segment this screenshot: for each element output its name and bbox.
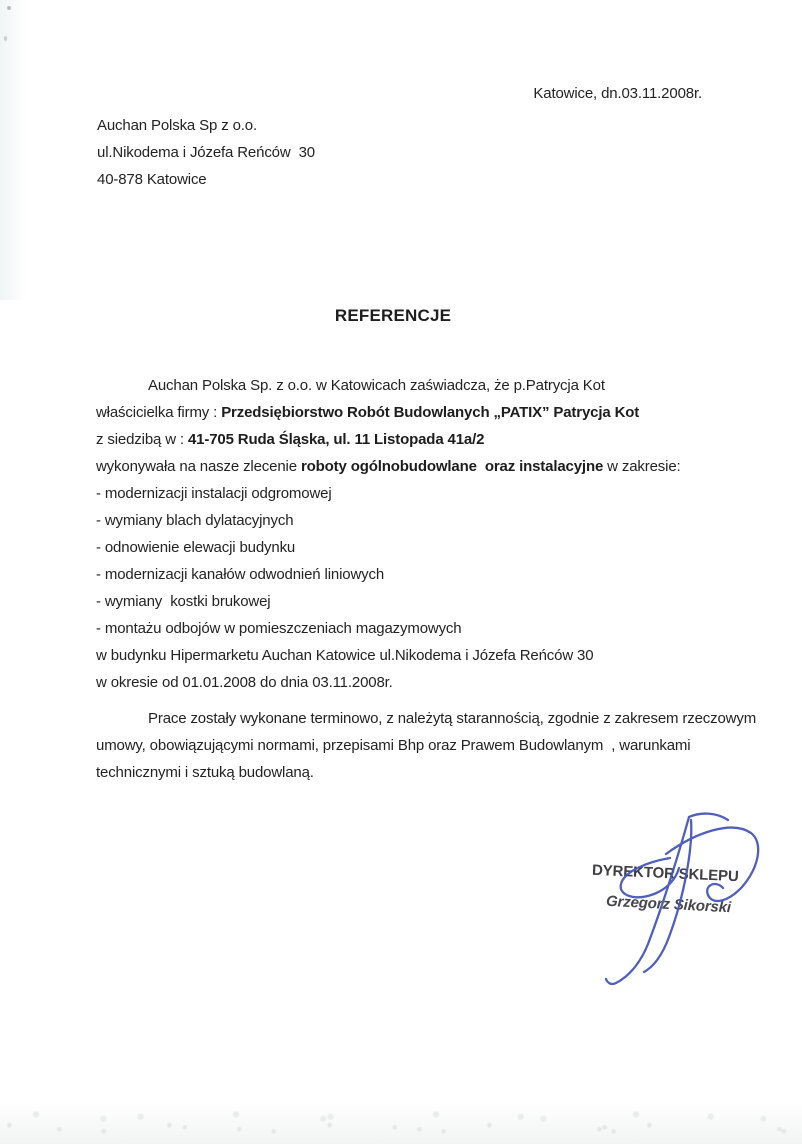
text-line	[96, 705, 776, 732]
text-segment: technicznymi i sztuką budowlaną.	[96, 764, 314, 781]
text-line: ul.Nikodema i Józefa Reńców 30	[97, 144, 315, 161]
handwritten-signature	[570, 790, 790, 1020]
text-line	[96, 669, 756, 696]
text-segment: - wymiany kostki brukowej	[96, 593, 271, 610]
text-segment: - odnowienie elewacji budynku	[96, 539, 296, 556]
scan-smudge	[0, 0, 26, 300]
text-line	[96, 507, 756, 534]
text-line	[96, 615, 756, 642]
text-line	[96, 588, 756, 615]
text-segment: - modernizacji instalacji odgromowej	[96, 485, 332, 502]
text-segment: w zakresie:	[603, 458, 681, 475]
text-line	[96, 480, 756, 507]
stamp-role-text: DYREKTOR SKLEPU	[591, 861, 739, 886]
text-line	[96, 642, 756, 669]
signature-block	[570, 790, 790, 1020]
stamp-name-text: Grzegorz Sikorski	[605, 892, 732, 917]
text-segment: w okresie od 01.01.2008 do dnia 03.11.2008r.	[96, 674, 393, 691]
bold-text-segment: 41-705 Ruda Śląska, ul. 11 Listopada 41a/2	[187, 431, 485, 448]
bold-text-segment: roboty ogólnobudowlane oraz instalacyjne	[300, 458, 604, 475]
document-title: REFERENCJE	[334, 306, 452, 325]
text-line	[96, 759, 776, 786]
scan-edge-noise	[0, 1102, 802, 1144]
text-segment: - montażu odbojów w pomieszczeniach magazymowych	[96, 620, 462, 637]
text-line	[96, 372, 756, 399]
text-segment: w budynku Hipermarketu Auchan Katowice ul.Nikodema i Józefa Reńców 30	[96, 647, 594, 664]
text-line	[96, 561, 756, 588]
recipient-address-block	[97, 112, 315, 193]
text-segment: Prace zostały wykonane terminowo, z należytą starannością, zgodnie z zakresem rzeczowym	[148, 710, 757, 727]
bold-text-segment: Przedsiębiorstwo Robót Budowlanych „PATIX” Patrycja Kot	[221, 404, 640, 421]
text-line	[96, 426, 756, 453]
text-line: Auchan Polska Sp z o.o.	[97, 117, 257, 134]
text-segment: właścicielka firmy :	[96, 404, 222, 421]
text-line	[96, 534, 756, 561]
text-line	[96, 399, 756, 426]
text-line	[96, 453, 756, 480]
body-paragraph	[96, 372, 756, 696]
text-segment: - wymiany blach dylatacyjnych	[96, 512, 294, 529]
signature-ink	[606, 814, 758, 984]
text-segment: umowy, obowiązującymi normami, przepisami Bhp oraz Prawem Budowlanym , warunkami	[96, 737, 691, 754]
text-segment: Auchan Polska Sp. z o.o. w Katowicach zaświadcza, że p.Patrycja Kot	[148, 377, 605, 394]
text-segment: - modernizacji kanałów odwodnień liniowych	[96, 566, 385, 583]
text-line	[96, 732, 776, 759]
text-segment: z siedzibą w :	[96, 431, 188, 448]
date-line: Katowice, dn.03.11.2008r.	[533, 85, 702, 102]
text-segment: wykonywała na nasze zlecenie	[96, 458, 301, 475]
closing-paragraph	[96, 705, 776, 786]
text-line: 40-878 Katowice	[97, 171, 207, 188]
